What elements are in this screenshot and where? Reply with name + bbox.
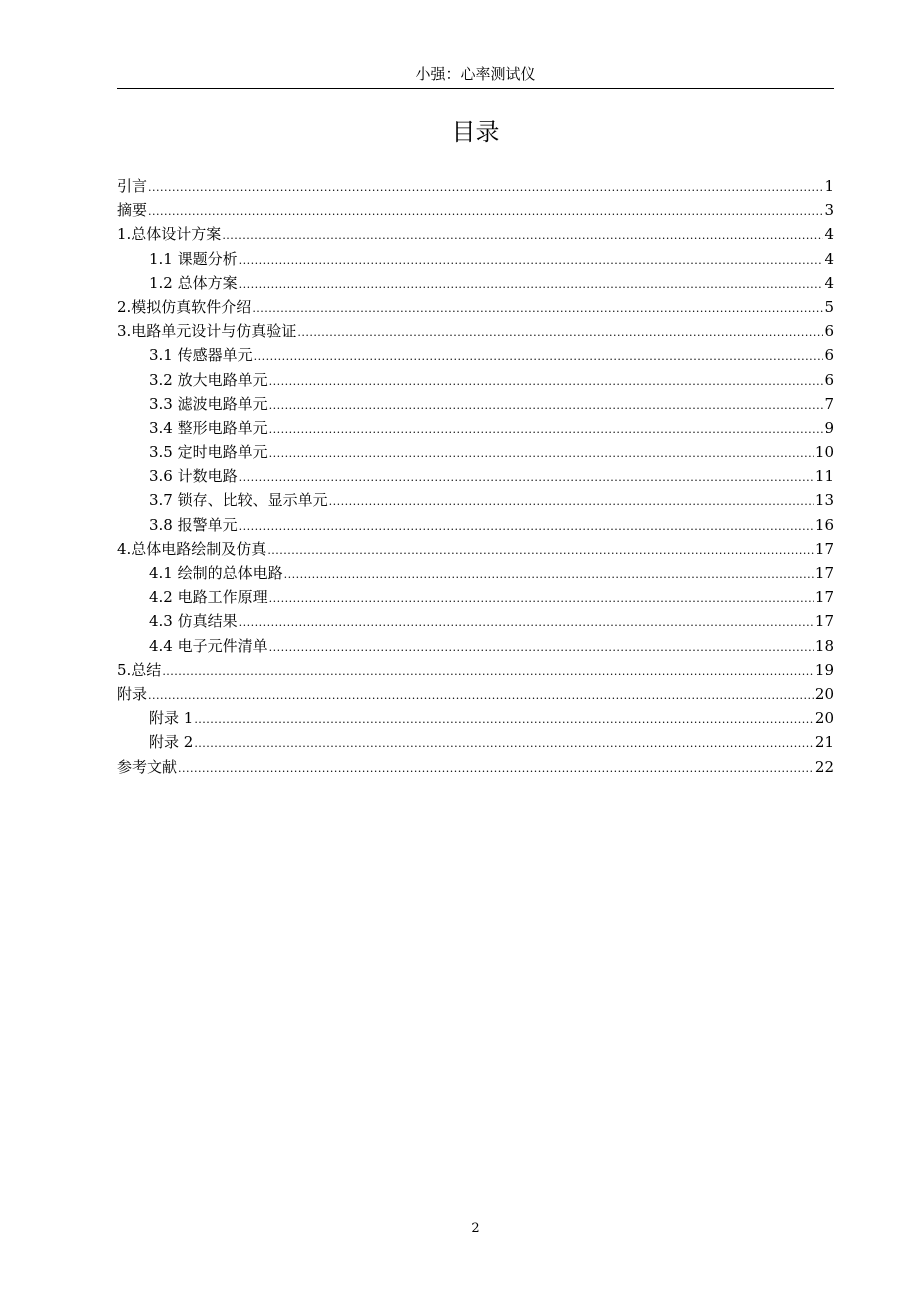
dot-leader — [269, 370, 824, 392]
toc-entry-page: 7 — [824, 394, 834, 413]
toc-entry-page: 6 — [824, 370, 834, 389]
toc-entry[interactable] — [117, 271, 834, 295]
dot-leader — [269, 442, 814, 464]
toc-entry-label: 2.模拟仿真软件介绍 — [117, 297, 252, 316]
toc-entry-page: 18 — [814, 636, 834, 655]
dot-leader — [239, 466, 814, 488]
dot-leader — [148, 684, 814, 706]
toc-entry[interactable] — [117, 343, 834, 367]
toc-entry-label: 3.2 放大电路单元 — [149, 370, 268, 389]
toc-entry[interactable] — [117, 561, 834, 585]
toc-entry-page: 4 — [824, 249, 834, 268]
toc-entry-label: 1.2 总体方案 — [149, 273, 238, 292]
toc-entry-page: 6 — [824, 322, 834, 341]
toc-entry-label: 5.总结 — [117, 660, 162, 679]
toc-entry-page: 22 — [814, 757, 834, 776]
dot-leader — [239, 249, 824, 271]
toc-entry[interactable] — [117, 440, 834, 464]
dot-leader — [162, 660, 814, 682]
dot-leader — [284, 563, 814, 585]
dot-leader — [254, 345, 824, 367]
toc-entry[interactable] — [117, 706, 834, 730]
toc-entry-label: 3.5 定时电路单元 — [149, 443, 268, 462]
toc-entry[interactable] — [117, 488, 834, 512]
toc-entry[interactable] — [117, 392, 834, 416]
toc-entry-label: 附录 2 — [149, 733, 194, 752]
dot-leader — [329, 490, 814, 512]
toc-entry-page: 21 — [814, 733, 834, 752]
dot-leader — [194, 708, 814, 730]
page-number: 2 — [471, 1221, 480, 1236]
toc-entry-label: 3.4 整形电路单元 — [149, 418, 268, 437]
dot-leader — [269, 394, 824, 416]
toc-entry-label: 1.1 课题分析 — [149, 249, 238, 268]
toc-entry-label: 参考文献 — [117, 757, 178, 776]
dot-leader — [148, 176, 823, 198]
toc-entry-label: 4.4 电子元件清单 — [149, 636, 268, 655]
dot-leader — [252, 297, 823, 319]
toc-entry-page: 9 — [824, 418, 834, 437]
dot-leader — [239, 273, 824, 295]
dot-leader — [222, 224, 823, 246]
toc-entry[interactable] — [117, 368, 834, 392]
toc-entry-page: 17 — [814, 588, 834, 607]
toc-entry-page: 16 — [814, 515, 834, 534]
toc-entry-label: 1.总体设计方案 — [117, 225, 222, 244]
toc-entry[interactable] — [117, 609, 834, 633]
toc-entry-page: 17 — [814, 564, 834, 582]
dot-leader — [297, 321, 823, 343]
toc-entry[interactable] — [117, 174, 834, 198]
toc-entry-label: 附录 — [117, 684, 148, 703]
dot-leader — [148, 200, 823, 222]
dot-leader — [194, 732, 814, 754]
toc-entry-label: 3.8 报警单元 — [149, 515, 238, 534]
toc-entry-label: 3.电路单元设计与仿真验证 — [117, 322, 297, 341]
toc-title: 目录 — [451, 118, 500, 146]
toc-entry-label: 4.1 绘制的总体电路 — [149, 564, 283, 582]
toc-entry-label: 附录 1 — [149, 709, 194, 728]
toc-entry[interactable] — [117, 537, 834, 561]
toc-entry-page: 20 — [814, 709, 834, 728]
toc-entry-label: 4.2 电路工作原理 — [149, 588, 268, 607]
dot-leader — [239, 611, 814, 633]
toc-entry[interactable] — [117, 222, 834, 246]
toc-entry[interactable] — [117, 319, 834, 343]
dot-leader — [267, 539, 814, 561]
toc-entry[interactable] — [117, 755, 834, 779]
toc-entry-label: 4.3 仿真结果 — [149, 612, 238, 631]
toc-entry[interactable] — [117, 658, 834, 682]
dot-leader — [269, 418, 824, 440]
toc-entry-page: 17 — [814, 539, 834, 558]
toc-entry-label: 3.6 计数电路 — [149, 467, 238, 486]
toc-entry-page: 5 — [824, 297, 834, 316]
toc-entry[interactable] — [117, 682, 834, 706]
toc-entry-page: 1 — [824, 177, 834, 195]
toc-entry[interactable] — [117, 464, 834, 488]
toc-entry-page: 3 — [824, 201, 834, 220]
toc-entry-page: 10 — [814, 443, 834, 462]
toc-entry-label: 3.1 传感器单元 — [149, 346, 253, 365]
toc-entry-page: 4 — [824, 225, 834, 244]
toc-entry-page: 13 — [814, 491, 834, 510]
dot-leader — [178, 757, 814, 779]
toc-entry-label: 引言 — [117, 177, 148, 195]
toc-entry[interactable] — [117, 198, 834, 222]
header-divider — [117, 88, 834, 89]
toc-entry[interactable] — [117, 585, 834, 609]
toc-entry[interactable] — [117, 513, 834, 537]
dot-leader — [239, 515, 814, 537]
toc-entry-label: 3.3 滤波电路单元 — [149, 394, 268, 413]
toc-entry-page: 6 — [824, 346, 834, 365]
toc-entry-page: 4 — [824, 273, 834, 292]
toc-entry[interactable] — [117, 247, 834, 271]
toc-entry[interactable] — [117, 295, 834, 319]
toc-entry[interactable] — [117, 730, 834, 754]
dot-leader — [269, 636, 814, 658]
dot-leader — [269, 587, 814, 609]
toc-entry-page: 19 — [814, 660, 834, 679]
toc-entry-page: 17 — [814, 612, 834, 631]
toc-entry-label: 摘要 — [117, 201, 148, 220]
table-of-contents — [117, 174, 834, 779]
toc-entry[interactable] — [117, 416, 834, 440]
toc-entry[interactable] — [117, 634, 834, 658]
toc-entry-page: 11 — [814, 467, 834, 486]
toc-entry-label: 4.总体电路绘制及仿真 — [117, 539, 267, 558]
toc-entry-page: 20 — [814, 684, 834, 703]
toc-entry-label: 3.7 锁存、比较、显示单元 — [149, 491, 328, 510]
running-header: 小强：心率测试仪 — [415, 65, 536, 83]
